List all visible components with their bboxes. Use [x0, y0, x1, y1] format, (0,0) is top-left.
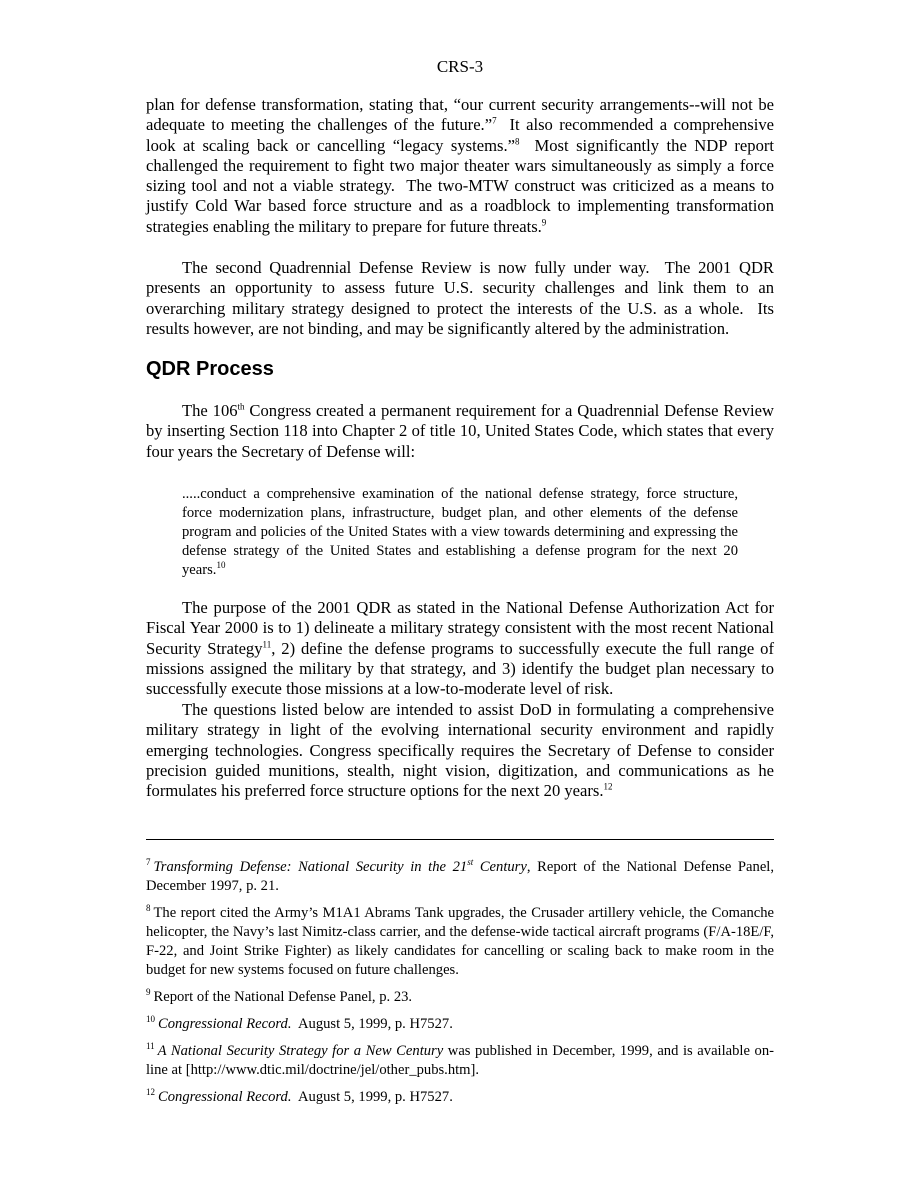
footnote-12 — [146, 1088, 774, 1107]
footnote-number: 10 — [146, 1014, 155, 1025]
footnote-title: Congressional Record. — [158, 1016, 292, 1032]
para1-text-a: plan for defense transformation, stating that, “our current security arrangements--will not be adequate to meeting the challenges of the future.” — [146, 95, 774, 135]
footnote-divider — [146, 839, 774, 840]
paragraph-1 — [146, 95, 779, 237]
footnotes — [146, 858, 774, 1115]
footnote-ref-10: 10 — [216, 560, 226, 571]
para3-text-a: The 106 — [182, 401, 238, 420]
footnote-9 — [146, 988, 774, 1007]
ordinal-suffix: st — [467, 857, 474, 868]
quote-text: .....conduct a comprehensive examination of the national defense strategy, force structure, force modernization plans, infrastructure, budget plan, and other elements of the defense program and policies of the United States with a view towards determining and expressing the defense strategy of the United States and establishing a defense program for the next 20 years. — [182, 486, 738, 578]
section-heading: QDR Process — [146, 358, 274, 380]
footnote-7 — [146, 858, 774, 896]
paragraph-3 — [146, 401, 774, 462]
footnote-ref-11: 11 — [262, 639, 272, 650]
ordinal-suffix: th — [237, 401, 245, 412]
block-quote — [182, 485, 738, 580]
footnote-number: 12 — [146, 1087, 155, 1098]
footnote-ref-7: 7 — [492, 115, 497, 126]
footnote-text: August 5, 1999, p. H7527. — [291, 1089, 453, 1105]
paragraph-2 — [146, 258, 779, 339]
paragraph-4 — [146, 598, 774, 699]
footnote-ref-12: 12 — [603, 781, 613, 792]
para1-text-b: It also recommended a comprehensive look at scaling back or cancelling “legacy systems.” — [146, 115, 779, 155]
para2-text: The second Quadrennial Defense Review is now fully under way. The 2001 QDR presents an opportunity to assess future U.S. security challenges and link them to an overarching military strategy designed to protect the interests of the U.S. as a whole. Its results however, are not binding, and may be significantly altered by the administration. — [146, 258, 779, 338]
para4-text-a: The purpose of the 2001 QDR as stated in the National Defense Authorization Act for Fiscal Year 2000 is to 1) delineate a military strategy consistent with the most recent National Security Strategy — [146, 598, 774, 658]
footnote-title: A National Security Strategy for a New Century — [157, 1043, 444, 1059]
para4-text-b: , 2) define the defense programs to successfully execute the full range of missions assigned the military by that strategy, and 3) identify the budget plan necessary to successfully execute those missions at a low-to-moderate level of risk. — [146, 638, 775, 699]
footnote-ref-8: 8 — [515, 136, 520, 147]
footnote-number: 7 — [146, 857, 151, 868]
footnote-10 — [146, 1015, 774, 1034]
footnote-11 — [146, 1042, 774, 1080]
footnote-text: The report cited the Army’s M1A1 Abrams Tank upgrades, the Crusader artillery vehicle, the Comanche helicopter, the Navy’s last Nimitz-class carrier, and the defense-wide tactical aircraft programs (F/A-18E/F, F-22, and Joint Strike Fighter) as likely candidates for cancelling or scaling back to make room in the budget for new systems focused on future challenges. — [146, 905, 774, 978]
footnote-text: , Report of the National Defense Panel, December 1997, p. 21. — [146, 859, 774, 894]
para5-text: The questions listed below are intended to assist DoD in formulating a comprehensive military strategy in light of the evolving international security environment and rapidly emerging technologies. Congress specifically requires the Secretary of Defense to consider precision guided munitions, stealth, night vision, digitization, and communications as he formulates his preferred force structure options for the next 20 years. — [146, 700, 774, 801]
footnote-text: Report of the National Defense Panel, p. 23. — [153, 989, 413, 1005]
footnote-number: 11 — [146, 1041, 155, 1052]
para1-text-c: Most significantly the NDP report challenged the requirement to fight two major theater wars simultaneously as simply a force sizing tool and not a viable strategy. The two-MTW construct was criticized as a means to justify Cold War based force structure and as a roadblock to implementing transformation strategies enabling the military to prepare for future threats. — [146, 135, 779, 236]
footnote-ref-9: 9 — [541, 217, 547, 228]
footnote-text: was published in December, 1999, and is available on-line at [http://www.dtic.mil/doctrine/jel/other_pubs.htm]. — [146, 1043, 774, 1078]
footnote-number: 8 — [146, 903, 151, 914]
page-label: CRS-3 — [436, 57, 484, 76]
footnote-number: 9 — [146, 987, 151, 998]
footnote-8 — [146, 904, 774, 980]
footnote-text: August 5, 1999, p. H7527. — [291, 1016, 453, 1032]
footnote-title: Transforming Defense: National Security in the 21 — [153, 859, 468, 875]
page-header — [0, 57, 920, 77]
para3-text-b: Congress created a permanent requirement for a Quadrennial Defense Review by inserting Section 118 into Chapter 2 of title 10, United States Code, which states that every four years the Secretary of Defense will: — [146, 401, 774, 461]
footnote-title: Congressional Record. — [158, 1089, 292, 1105]
paragraph-5 — [146, 700, 774, 801]
footnote-title-end: Century — [473, 859, 527, 875]
